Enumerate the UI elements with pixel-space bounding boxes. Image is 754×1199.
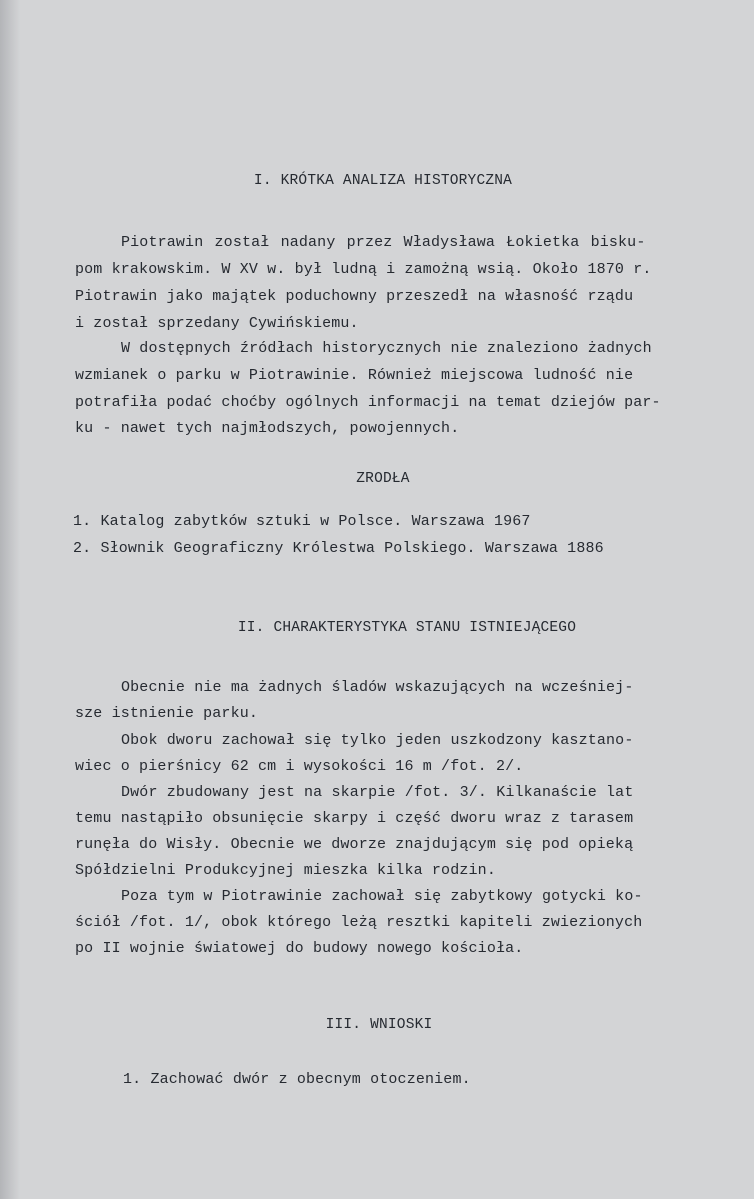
section2-p4-line1: Poza tym w Piotrawinie zachował się zabytkowy gotycki ko-: [121, 888, 643, 905]
section2-p3-line4: Spółdzielni Produkcyjnej mieszka kilka rodzin.: [75, 862, 496, 879]
section1-p1-line1: Piotrawin został nadany przez Władysława Łokietka bisku-: [121, 234, 646, 251]
section2-p3-line3: runęła do Wisły. Obecnie we dworze znajdującym się pod opieką: [75, 836, 634, 853]
section1-p2-line2: wzmianek o parku w Piotrawinie. Również miejscowa ludność nie: [75, 367, 634, 384]
section1-p2-line4: ku - nawet tych najmłodszych, powojennych.: [75, 420, 460, 437]
section1-p1-line4: i został sprzedany Cywińskiemu.: [75, 315, 359, 332]
section2-p2-line2: wiec o pierśnicy 62 cm i wysokości 16 m /fot. 2/.: [75, 758, 524, 775]
section2-p1-line1: Obecnie nie ma żadnych śladów wskazujących na wcześniej-: [121, 679, 634, 696]
section2-p2-line1: Obok dworu zachował się tylko jeden uszkodzony kasztano-: [121, 732, 634, 749]
section1-p2-line1: W dostępnych źródłach historycznych nie znaleziono żadnych: [121, 340, 652, 357]
section2-p3-line1: Dwór zbudowany jest na skarpie /fot. 3/. Kilkanaście lat: [121, 784, 634, 801]
section3-heading: III. WNIOSKI: [325, 1017, 433, 1033]
source-item-1: 1. Katalog zabytków sztuki w Polsce. Warszawa 1967: [73, 513, 531, 530]
section2-heading: II. CHARAKTERYSTYKA STANU ISTNIEJĄCEGO: [237, 620, 577, 636]
source-item-2: 2. Słownik Geograficzny Królestwa Polskiego. Warszawa 1886: [73, 540, 604, 557]
section1-p1-line2: pom krakowskim. W XV w. był ludną i zamożną wsią. Około 1870 r.: [75, 261, 652, 278]
section1-p2-line3: potrafiła podać choćby ogólnych informacji na temat dziejów par-: [75, 394, 661, 411]
section2-p4-line2: ściół /fot. 1/, obok którego leżą resztki kapiteli zwiezionych: [75, 914, 643, 931]
section2-p3-line2: temu nastąpiło obsunięcie skarpy i część dworu wraz z tarasem: [75, 810, 634, 827]
section2-p4-line3: po II wojnie światowej do budowy nowego kościoła.: [75, 940, 524, 957]
section1-heading: I. KRÓTKA ANALIZA HISTORYCZNA: [253, 173, 513, 189]
section1-p1-line3: Piotrawin jako majątek poduchowny przeszedł na własność rządu: [75, 288, 634, 305]
section2-p1-line2: sze istnienie parku.: [75, 705, 259, 722]
conclusion-item-1: 1. Zachować dwór z obecnym otoczeniem.: [123, 1071, 471, 1088]
sources-heading: ZRODŁA: [356, 471, 410, 487]
